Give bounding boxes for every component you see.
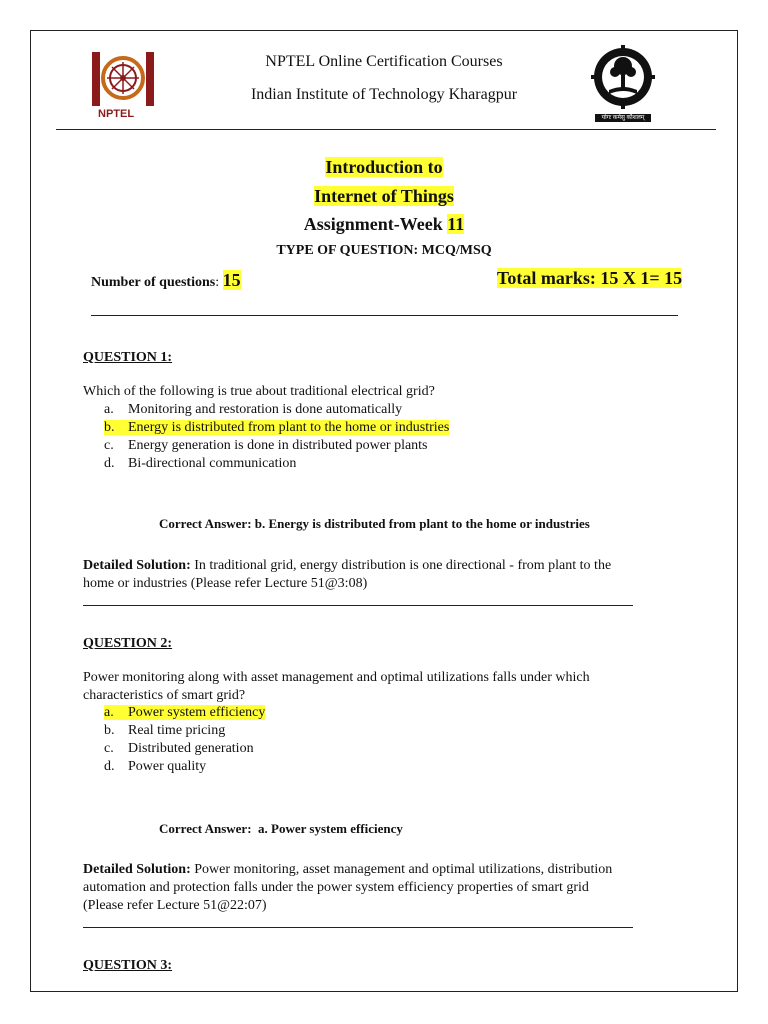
option-text: Monitoring and restoration is done automatically bbox=[128, 402, 403, 417]
header-divider bbox=[56, 129, 716, 130]
question-2-correct-answer: Correct Answer: a. Power system efficiency bbox=[159, 821, 403, 836]
num-questions-sep: : bbox=[215, 275, 223, 290]
question-2-option-a bbox=[104, 704, 265, 722]
solution-line-2: home or industries (Please refer Lecture 51@3:08) bbox=[83, 576, 368, 591]
iit-kgp-logo-icon bbox=[590, 42, 656, 116]
option-letter: a. bbox=[104, 705, 114, 720]
solution-line-2: automation and protection falls under the power system efficiency properties of smart grid bbox=[83, 880, 589, 895]
option-text: Real time pricing bbox=[128, 723, 226, 738]
question-2-text bbox=[83, 669, 590, 705]
question-1-heading: QUESTION 1: bbox=[83, 350, 173, 365]
assignment-week: 11 bbox=[447, 214, 465, 234]
assignment-title bbox=[0, 214, 768, 235]
option-text: Bi-directional communication bbox=[128, 456, 297, 471]
question-2-option-c bbox=[104, 740, 254, 758]
num-questions bbox=[91, 270, 241, 291]
header-line-1: NPTEL Online Certification Courses bbox=[265, 53, 503, 70]
option-letter: a. bbox=[104, 402, 114, 417]
num-questions-label: Number of questions bbox=[91, 275, 216, 290]
question-2-solution bbox=[83, 861, 612, 915]
option-letter: b. bbox=[104, 723, 115, 738]
question-2-heading: QUESTION 2: bbox=[83, 636, 173, 651]
meta-divider bbox=[91, 315, 678, 316]
option-text: Energy is distributed from plant to the home or industries bbox=[128, 420, 450, 435]
question-1-option-d bbox=[104, 455, 296, 473]
option-letter: b. bbox=[104, 420, 115, 435]
question-2-text-line-1: Power monitoring along with asset management and optimal utilizations falls under which bbox=[83, 670, 590, 685]
question-1-option-b bbox=[104, 419, 449, 437]
solution-line-1: In traditional grid, energy distribution is one directional - from plant to the bbox=[190, 558, 612, 573]
question-1-solution bbox=[83, 557, 611, 593]
solution-label: Detailed Solution: bbox=[83, 558, 191, 573]
iit-logo-motto: योगः कर्मसु कौशलम् bbox=[595, 114, 651, 122]
option-letter: c. bbox=[104, 741, 114, 756]
question-2-divider bbox=[83, 927, 633, 928]
course-title-line-1 bbox=[0, 157, 768, 178]
question-1-text: Which of the following is true about traditional electrical grid? bbox=[83, 384, 435, 399]
solution-line-3: (Please refer Lecture 51@22:07) bbox=[83, 898, 267, 913]
question-1-divider bbox=[83, 605, 633, 606]
option-letter: d. bbox=[104, 759, 115, 774]
course-title-line-2 bbox=[0, 186, 768, 207]
option-text: Power system efficiency bbox=[128, 705, 266, 720]
question-2-text-line-2: characteristics of smart grid? bbox=[83, 688, 246, 703]
question-1-correct-answer: Correct Answer: b. Energy is distributed from plant to the home or industries bbox=[159, 516, 590, 531]
num-questions-value: 15 bbox=[222, 270, 241, 290]
solution-label: Detailed Solution: bbox=[83, 862, 191, 877]
question-1-option-c bbox=[104, 437, 428, 455]
option-letter: c. bbox=[104, 438, 114, 453]
option-text: Distributed generation bbox=[128, 741, 254, 756]
question-2-option-b bbox=[104, 722, 225, 740]
course-title-line-1-text: Introduction to bbox=[325, 157, 443, 177]
course-title-line-2-text: Internet of Things bbox=[314, 186, 454, 206]
question-2-option-d bbox=[104, 758, 206, 776]
total-marks bbox=[497, 268, 682, 289]
question-1-option-a bbox=[104, 401, 402, 419]
question-3-heading: QUESTION 3: bbox=[83, 958, 173, 973]
total-marks-text: Total marks: 15 X 1= 15 bbox=[497, 268, 683, 288]
iit-kgp-logo bbox=[590, 42, 656, 124]
option-text: Power quality bbox=[128, 759, 207, 774]
assignment-prefix: Assignment-Week bbox=[303, 214, 448, 234]
header-line-2: Indian Institute of Technology Kharagpur bbox=[250, 86, 518, 103]
solution-line-1: Power monitoring, asset management and optimal utilizations, distribution bbox=[190, 862, 613, 877]
nptel-logo-text: NPTEL bbox=[98, 108, 135, 120]
option-letter: d. bbox=[104, 456, 115, 471]
question-type: TYPE OF QUESTION: MCQ/MSQ bbox=[276, 243, 492, 258]
option-text: Energy generation is done in distributed power plants bbox=[128, 438, 428, 453]
